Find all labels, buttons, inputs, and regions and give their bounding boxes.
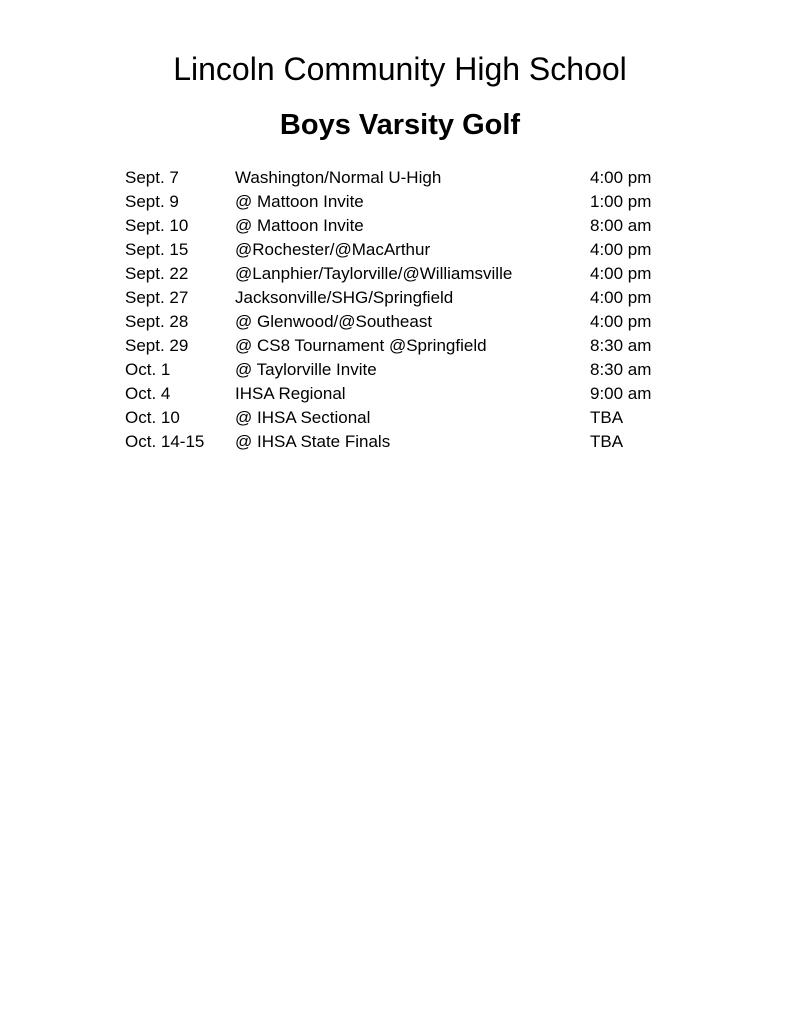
event-time: 4:00 pm bbox=[590, 312, 652, 331]
event-time: TBA bbox=[590, 432, 624, 451]
event-time: 8:00 am bbox=[590, 216, 652, 235]
event-date: Oct. 14-15 bbox=[125, 432, 205, 451]
schedule-row bbox=[125, 430, 685, 454]
event-date: Oct. 1 bbox=[125, 360, 171, 379]
schedule-row bbox=[125, 214, 685, 238]
event-time: 4:00 pm bbox=[590, 168, 652, 187]
event-date: Sept. 27 bbox=[125, 288, 189, 307]
event-date: Sept. 28 bbox=[125, 312, 189, 331]
event-time: 8:30 am bbox=[590, 360, 652, 379]
event-name: @ IHSA State Finals bbox=[235, 432, 391, 451]
event-time: TBA bbox=[590, 408, 624, 427]
page-subtitle: Boys Varsity Golf bbox=[279, 109, 521, 141]
schedule-row bbox=[125, 382, 685, 406]
schedule-row bbox=[125, 262, 685, 286]
schedule-row bbox=[125, 166, 685, 190]
event-name: @ IHSA Sectional bbox=[235, 408, 371, 427]
event-time: 4:00 pm bbox=[590, 264, 652, 283]
event-time: 9:00 am bbox=[590, 384, 652, 403]
event-date: Oct. 10 bbox=[125, 408, 180, 427]
event-date: Sept. 7 bbox=[125, 168, 179, 187]
event-name: @ Glenwood/@Southeast bbox=[235, 312, 433, 331]
event-date: Oct. 4 bbox=[125, 384, 171, 403]
event-name: @ CS8 Tournament @Springfield bbox=[235, 336, 487, 355]
schedule-row bbox=[125, 406, 685, 430]
schedule-row bbox=[125, 190, 685, 214]
event-time: 1:00 pm bbox=[590, 192, 652, 211]
schedule-row bbox=[125, 238, 685, 262]
event-name: Washington/Normal U-High bbox=[235, 168, 442, 187]
event-date: Sept. 10 bbox=[125, 216, 189, 235]
event-date: Sept. 15 bbox=[125, 240, 189, 259]
event-date: Sept. 9 bbox=[125, 192, 179, 211]
schedule-row bbox=[125, 334, 685, 358]
event-name: @Rochester/@MacArthur bbox=[235, 240, 431, 259]
event-time: 4:00 pm bbox=[590, 288, 652, 307]
event-name: Jacksonville/SHG/Springfield bbox=[235, 288, 454, 307]
event-date: Sept. 22 bbox=[125, 264, 189, 283]
schedule-row bbox=[125, 310, 685, 334]
event-name: @ Mattoon Invite bbox=[235, 192, 364, 211]
event-name: IHSA Regional bbox=[235, 384, 346, 403]
event-time: 8:30 am bbox=[590, 336, 652, 355]
schedule-table bbox=[125, 166, 685, 454]
schedule-row bbox=[125, 286, 685, 310]
event-date: Sept. 29 bbox=[125, 336, 189, 355]
event-name: @ Mattoon Invite bbox=[235, 216, 364, 235]
event-name: @Lanphier/Taylorville/@Williamsville bbox=[235, 264, 513, 283]
event-name: @ Taylorville Invite bbox=[235, 360, 377, 379]
page-title: Lincoln Community High School bbox=[173, 51, 627, 87]
event-time: 4:00 pm bbox=[590, 240, 652, 259]
schedule-row bbox=[125, 358, 685, 382]
